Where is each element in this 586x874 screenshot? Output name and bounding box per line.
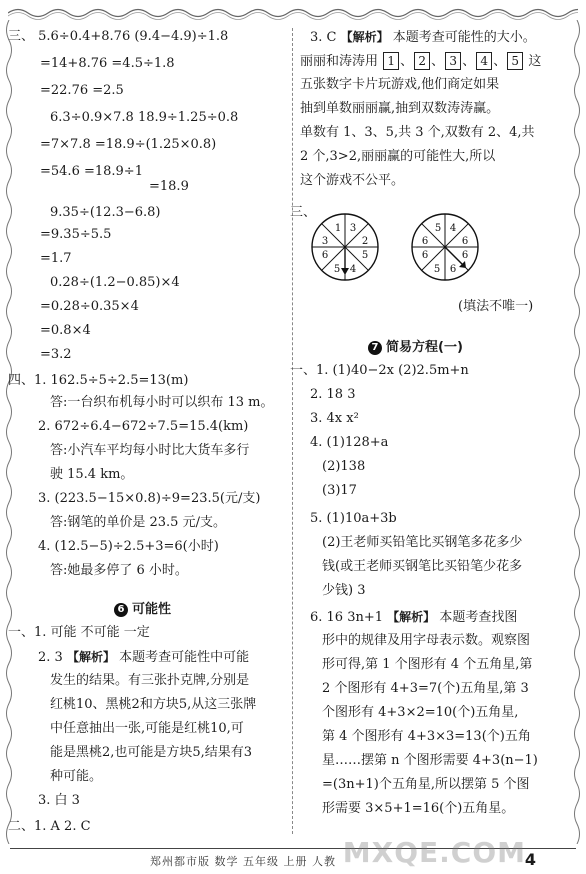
answer-line: =0.8×4 [40,323,91,338]
answer-line: =(3n+1)个五角星,所以摆第 5 个图 [322,777,530,792]
answer-line: 钱(或王老师买钢笔比买铅笔少花多 [322,559,523,574]
decorative-right-border [572,20,582,844]
answer-line: 发生的结果。有三张扑克牌,分别是 [50,673,250,688]
answer-line: =9.35÷5.5 [40,227,112,242]
footer-text: 郑州都市版 数学 五年级 上册 人教 [150,855,336,868]
answer-line: 个图形有 4+3×2=10(个)五角星, [322,705,519,720]
answer-line: =22.76 =2.5 [40,83,124,98]
section-title-text: 简易方程(一) [386,340,463,355]
answer-line: 2 个图形有 4+3=7(个)五角星,第 3 [322,681,529,696]
answer-line [310,608,517,627]
answer-line: 一、1. (1)40−2x (2)2.5m+n [290,363,469,378]
wheel-label: 3 [321,236,329,247]
answer-line: 2. 672÷6.4−672÷7.5=15.4(km) [38,419,249,434]
answer-line [38,648,249,667]
answer-line: 2. 18 3 [310,387,356,402]
number-card: 5 [507,52,523,70]
watermark: MXQE.COM [342,836,526,869]
answer-text: 2. 3 [38,650,63,665]
answer-line: 形需要 3×5+1=16(个)五角星。 [322,801,515,816]
page-number: 4 [524,850,536,869]
answer-line: 3. 白 3 [38,793,80,808]
answer-line: 9.35÷(12.3−6.8) [50,205,161,220]
wheel-label: 3 [349,223,357,234]
answer-line: 4. (12.5−5)÷2.5+3=6(小时) [38,539,219,554]
wheel-label: 5 [434,223,442,234]
wheel-label: 4 [349,264,357,275]
number-card: 4 [476,52,492,70]
spinner-wheel-1 [310,212,380,282]
answer-text: 丽丽和涛涛用 [300,54,379,69]
answer-line: (2)138 [322,459,366,474]
answer-line: =3.2 [40,347,72,362]
answer-note: (填法不唯一) [458,299,534,314]
wheel-label: 6 [321,250,329,261]
answer-line: 驶 15.4 km。 [50,467,134,482]
wheel-label: 6 [461,250,469,261]
answer-line: 3. (223.5−15×0.8)÷9=23.5(元/支) [38,491,261,506]
page-footer [0,836,586,870]
column-divider [292,28,293,834]
answer-line: =54.6 =18.9÷1 [40,164,143,179]
answer-line: 第 4 个图形有 4+3×3=13(个)五角 [322,729,531,744]
answer-line: 单数有 1、3、5,共 3 个,双数有 2、4,共 [300,125,535,140]
answer-line: 三、 [290,205,317,220]
answer-text: 6. 16 3n+1 [310,610,384,625]
wheel-label: 4 [449,223,457,234]
answer-line: 这个游戏不公平。 [300,173,405,188]
answer-line: 红桃10、黑桃2和方块5,从这三张牌 [50,697,257,712]
answer-line: =18.9 [149,179,189,194]
answer-line: 答:一台织布机每小时可以织布 13 m。 [50,395,274,410]
analysis-tag: 【解析】 [340,30,389,44]
wheel-label: 6 [421,236,429,247]
number-card: 3 [445,52,461,70]
answer-line: 二、1. A 2. C [8,819,91,834]
wheel-label: 5 [433,264,441,275]
answer-line: 三、 5.6÷0.4+8.76 (9.4−4.9)÷1.8 [8,29,229,44]
answer-line: 丽丽和涛涛用 1 、 2 、 3 、 4 、 5 这 [300,54,542,69]
number-card: 2 [414,52,430,70]
analysis-tag: 【解析】 [387,610,436,624]
answer-line: 5. (1)10a+3b [310,511,397,526]
section-number-badge: 7 [368,341,382,355]
number-card: 1 [383,52,399,70]
section-7-title [368,336,463,355]
answer-line: 形中的规律及用字母表示数。观察图 [322,633,531,648]
answer-line: 答:钢笔的单价是 23.5 元/支。 [50,515,226,530]
answer-line: 4. (1)128+a [310,435,389,450]
answer-line: =0.28÷0.35×4 [40,299,139,314]
answer-line: 6.3÷0.9×7.8 18.9÷1.25÷0.8 [50,110,239,125]
answer-line: 一、1. 可能 不可能 一定 [8,625,150,640]
wheel-label: 6 [461,236,469,247]
answer-line: =1.7 [40,251,72,266]
answer-line: 形可得,第 1 个图形有 4 个五角星,第 [322,657,533,672]
section-number-badge: 6 [114,603,128,617]
answer-line: =7×7.8 =18.9÷(1.25×0.8) [40,137,217,152]
spinner-wheel-2 [410,212,480,282]
section-title-text: 可能性 [132,602,172,617]
answer-text: 这 [528,54,542,69]
answer-line: 少钱) 3 [322,583,366,598]
answer-line: 2 个,3>2,丽丽赢的可能性大,所以 [300,149,496,164]
wheel-label: 1 [334,223,342,234]
answer-line: 四、1. 162.5÷5÷2.5=13(m) [8,373,189,388]
answer-line: 中任意抽出一张,可能是红桃10,可 [50,721,244,736]
wheel-label: 5 [361,250,369,261]
wheel-label: 2 [361,236,369,247]
wheel-label: 6 [449,264,457,275]
answer-text: 本题考查可能性的大小。 [392,30,536,45]
answer-line: 答:小汽车平均每小时比大货车多行 [50,443,250,458]
answer-text: 本题考查可能性中可能 [119,650,250,665]
answer-line: (2)王老师买铅笔比买钢笔多花多少 [322,535,523,550]
answer-line: =14+8.76 =4.5÷1.8 [40,56,175,71]
decorative-left-border [4,20,14,844]
answer-line: 抽到单数丽丽赢,抽到双数涛涛赢。 [300,101,500,116]
answer-text: 本题考查找图 [439,610,518,625]
answer-line: (3)17 [322,483,357,498]
wheel-label: 5 [333,264,341,275]
analysis-tag: 【解析】 [66,650,115,664]
answer-line: 0.28÷(1.2−0.85)×4 [50,275,180,290]
answer-line: 种可能。 [50,769,103,784]
answer-line: 能是黑桃2,也可能是方块5,结果有3 [50,745,253,760]
section-6-title [114,598,171,617]
answer-line: 五张数字卡片玩游戏,他们商定如果 [300,77,500,92]
answer-line: 答:她最多停了 6 小时。 [50,563,188,578]
answer-text: 3. C [310,30,337,45]
decorative-top-border [8,6,578,20]
answer-line: 3. 4x x² [310,411,359,426]
answer-line: 星……摆第 n 个图形需要 4+3(n−1) [322,753,538,768]
wheel-label: 6 [421,250,429,261]
